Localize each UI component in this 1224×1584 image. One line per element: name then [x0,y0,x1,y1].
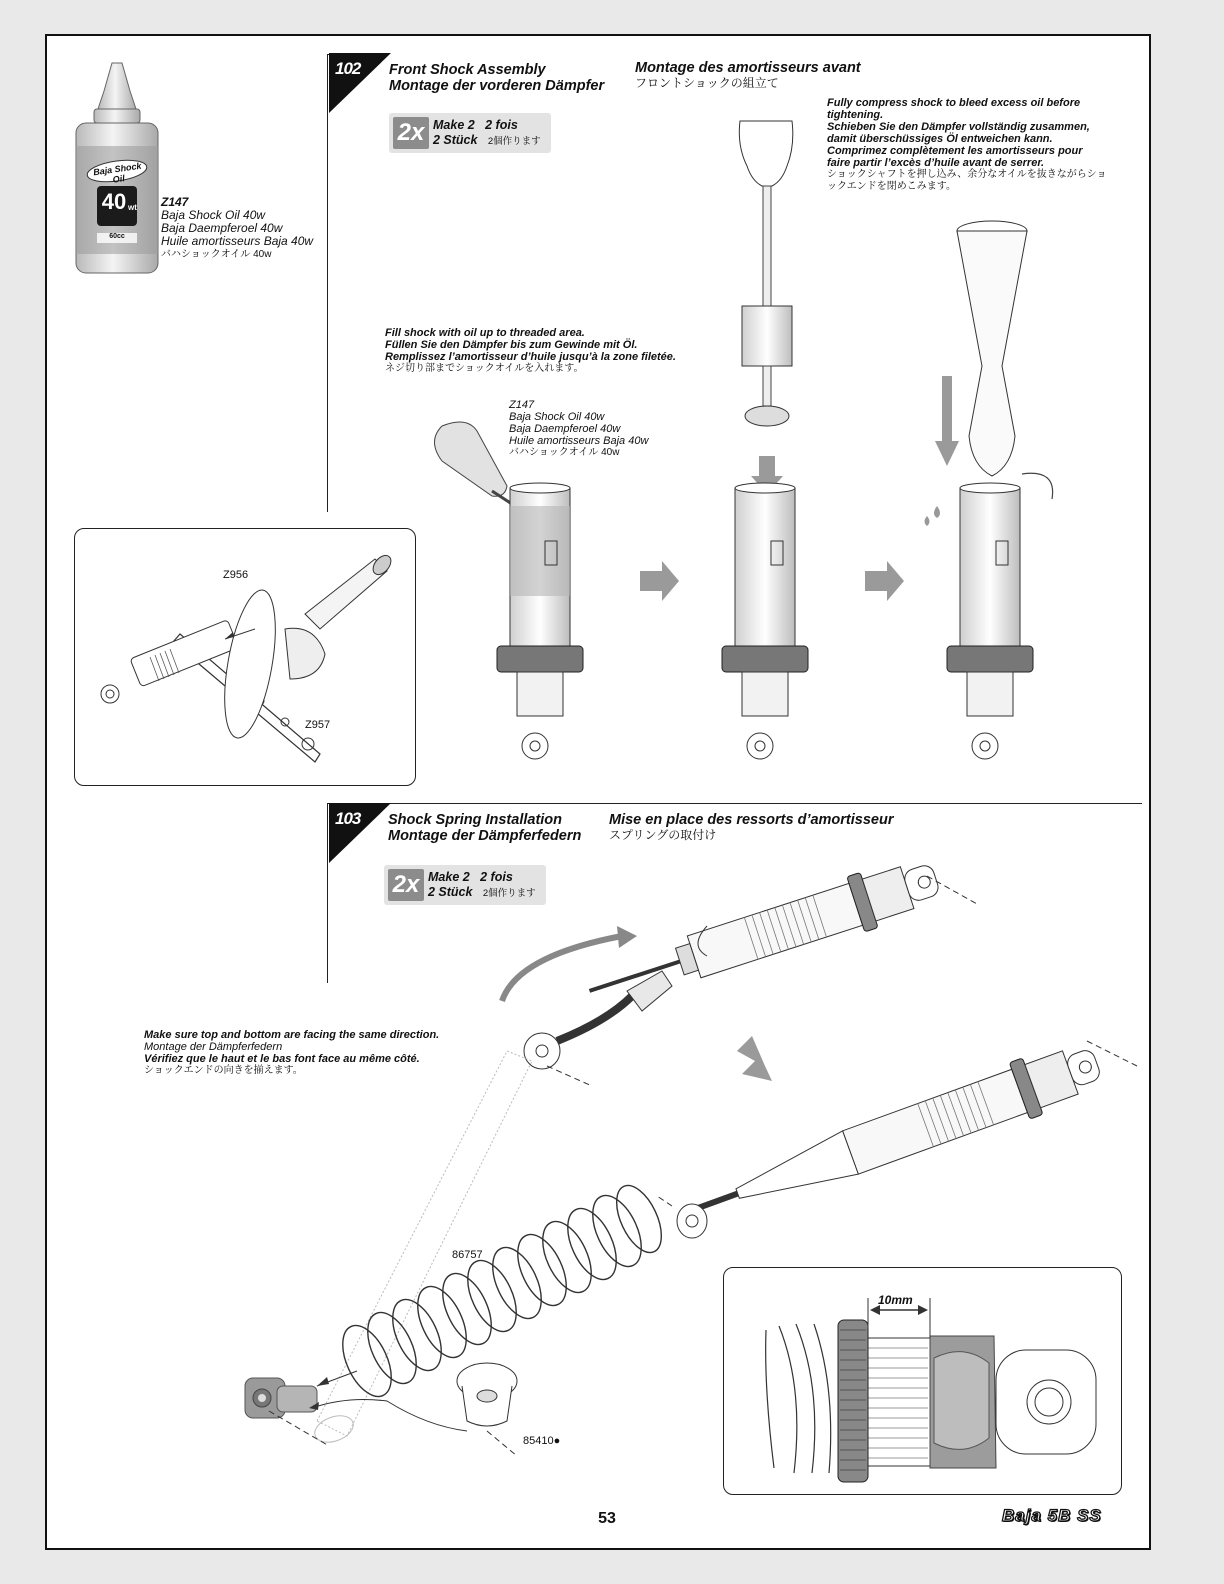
direction-note-en: Make sure top and bottom are facing the same direction. [144,1029,440,1041]
direction-note-fr: Vérifiez que le haut et le bas font face au même côté. [144,1053,420,1065]
compress-note-en2: tightening. [827,109,884,121]
preload-detail-illustration [724,1268,1121,1494]
tool-label-z957: Z957 [305,719,331,731]
bottle-label-brand: Baja Shock Oil [92,160,143,185]
step-102-title-de: Montage der vorderen Dämpfer [389,78,605,94]
spring-retainer [245,1378,329,1446]
fill-note-fr: Remplissez l’amortisseur d’huile jusqu’à la zone filetée. [385,351,676,363]
oil-callout-part: Z147 [509,399,535,411]
step-103-make-count: 2x [388,869,424,901]
brand-logo [1002,1506,1142,1530]
collar-part-callout [523,1435,560,1447]
oil-name-de: Baja Daempferoel 40w [161,221,283,235]
page-number: 53 [598,1510,616,1527]
preload-dimension-label: 10mm [878,1293,913,1307]
oil-callout-jp: バハショックオイル 40w [509,447,620,458]
step-102-number: 102 [335,59,361,78]
spring-part-number: 86757 [452,1249,483,1261]
compress-note-en1: Fully compress shock to bleed excess oil before [827,97,1081,109]
bottle-label-volume: 60cc [109,233,125,240]
step-103-title-de: Montage der Dämpferfedern [388,828,582,844]
collar-part-number: 85410 [523,1435,554,1447]
step-102-make-de: 2 Stück [433,133,478,147]
step-102-title-en: Front Shock Assembly [389,62,546,78]
bottle-label-weight: 40 [101,189,127,214]
step-103-title-fr: Mise en place des ressorts d’amortisseur [609,812,894,828]
step-103-number: 103 [335,809,361,828]
step-103-make-de: 2 Stück [428,885,473,899]
compress-note-de2: damit überschüssiges Öl entweichen kann. [827,133,1053,145]
step-102-make-jp: 2個作ります [487,136,541,147]
fill-note-de: Füllen Sie den Dämpfer bis zum Gewinde mit Öl. [385,339,638,351]
compress-note-de1: Schieben Sie den Dämpfer vollständig zusammen, [827,121,1090,133]
bottle-label-unit: wt [128,203,137,212]
tool-label-z956: Z956 [223,569,249,581]
lower-shock [671,1035,1107,1243]
fill-note-en: Fill shock with oil up to threaded area. [385,327,585,339]
step-102-make-fr: 2 fois [485,118,518,132]
step-102-make-count: 2x [393,117,429,149]
brand-logo-text: Baja 5B SS [1002,1506,1102,1525]
compress-note-jp1: ショックシャフトを押し込み、余分なオイルを抜きながらショ [827,169,1107,180]
compress-note-fr1: Comprimez complètement les amortisseurs pour [827,145,1083,157]
direction-note-de: Montage der Dämpferfedern [144,1041,283,1053]
step-102-title-jp: フロントショックの組立て [635,76,779,90]
oil-part-number: Z147 [161,195,189,209]
step-102-title-fr: Montage des amortisseurs avant [635,60,861,76]
oil-callout-de: Baja Daempferoel 40w [509,423,621,435]
step-103-make-en: Make 2 [428,870,470,884]
direction-note-jp: ショックエンドの向きを揃えます。 [144,1065,303,1076]
collar-part-mark: ● [553,1435,561,1447]
compress-note-fr2: faire partir l’excès d’huile avant de serrer. [827,157,1045,169]
manual-page [45,34,1151,1550]
spring-preload-detail-panel [723,1267,1122,1495]
step-102-make-en: Make 2 [433,118,475,132]
oil-callout-en: Baja Shock Oil 40w [509,411,605,423]
oil-name-fr: Huile amortisseurs Baja 40w [161,234,314,248]
oil-name-jp: バハショックオイル 40w [161,249,272,260]
step-103-make-fr: 2 fois [480,870,513,884]
oil-callout-fr: Huile amortisseurs Baja 40w [509,435,649,447]
oil-name-en: Baja Shock Oil 40w [161,208,266,222]
compress-note-jp2: ックエンドを閉めこみます。 [827,181,956,192]
step-103-title-en: Shock Spring Installation [388,812,563,828]
step-103-title-jp: スプリングの取付け [609,828,717,842]
fill-note-jp: ネジ切り部までショックオイルを入れます。 [385,363,584,374]
step-103-make-jp: 2個作ります [482,888,536,899]
